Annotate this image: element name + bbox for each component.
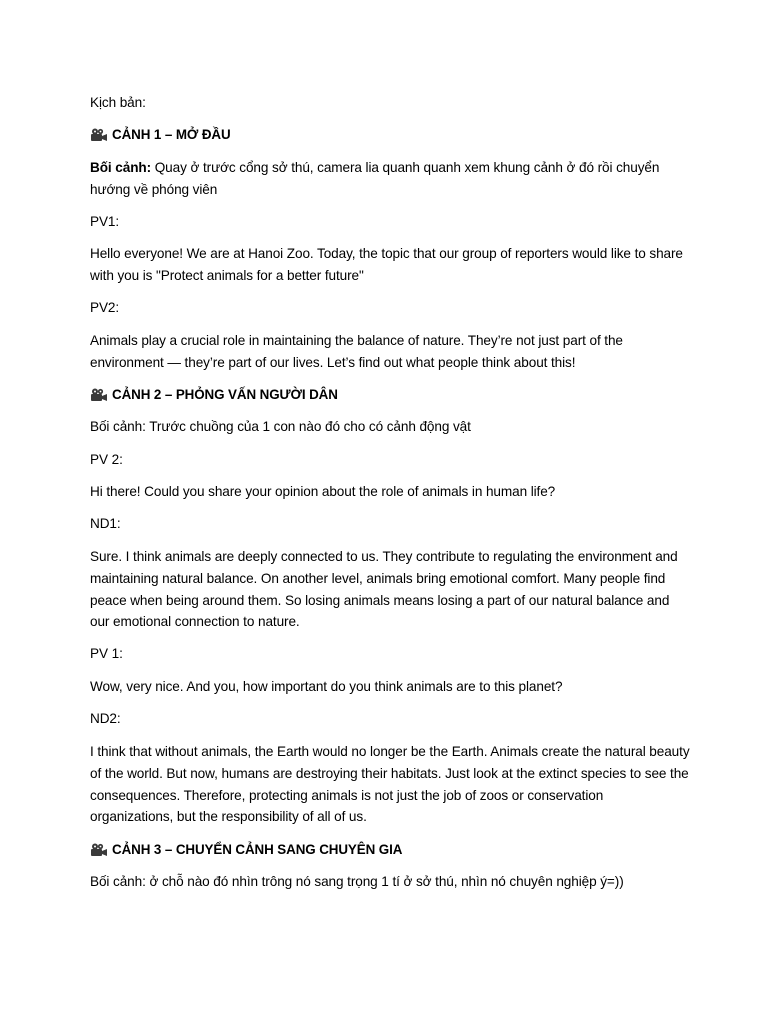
movie-camera-icon [90, 388, 108, 402]
scene-2-context: Bối cảnh: Trước chuồng của 1 con nào đó cho có cảnh động vật [90, 419, 471, 434]
movie-camera-icon [90, 128, 108, 142]
movie-camera-icon [90, 843, 108, 857]
speaker-label: ND2: [90, 711, 121, 726]
scene-1-title: CẢNH 1 – MỞ ĐẦU [112, 127, 231, 142]
scene-1-heading [90, 124, 690, 146]
dialogue-line: Wow, very nice. And you, how important do you think animals are to this planet? [90, 679, 563, 694]
scene-3-title: CẢNH 3 – CHUYỂN CẢNH SANG CHUYÊN GIA [112, 842, 403, 857]
speaker-label: PV1: [90, 214, 120, 229]
script-label: Kịch bản: [90, 95, 146, 110]
dialogue-line: Hi there! Could you share your opinion about the role of animals in human life? [90, 484, 556, 499]
scene-2-title: CẢNH 2 – PHỎNG VẤN NGƯỜI DÂN [112, 387, 338, 402]
speaker-label: ND1: [90, 516, 121, 531]
dialogue-line: I think that without animals, the Earth would no longer be the Earth. Animals create the natural beauty of the world. But now, humans are destroying their habitats. Just look at the extinct species to see the consequences. Therefore, protecting animals is not just the job of zoos or conservation organizations, but the responsibility of all of us. [90, 744, 690, 825]
dialogue-line: Sure. I think animals are deeply connected to us. They contribute to regulating the environment and maintaining natural balance. On another level, animals bring emotional comfort. Many people find peace when being around them. So losing animals means losing a part of our natural balance and our emotional connection to nature. [90, 549, 678, 630]
context-text: Quay ở trước cổng sở thú, camera lia quanh quanh xem khung cảnh ở đó rồi chuyển hướng về phóng viên [90, 160, 660, 197]
dialogue-line: Animals play a crucial role in maintaining the balance of nature. They’re not just part of the environment — they’re part of our lives. Let’s find out what people think about this! [90, 333, 623, 370]
scene-3-context: Bối cảnh: ở chỗ nào đó nhìn trông nó sang trọng 1 tí ở sở thú, nhìn nó chuyên nghiệp ý=)) [90, 874, 624, 889]
scene-1-context [90, 157, 690, 201]
speaker-label: PV 2: [90, 452, 123, 467]
speaker-label: PV 1: [90, 646, 123, 661]
speaker-label: PV2: [90, 300, 120, 315]
context-label: Bối cảnh: [90, 160, 152, 175]
dialogue-line: Hello everyone! We are at Hanoi Zoo. Today, the topic that our group of reporters would like to share with you is "Protect animals for a better future" [90, 246, 683, 283]
scene-3-heading [90, 839, 690, 861]
scene-2-heading [90, 384, 690, 406]
